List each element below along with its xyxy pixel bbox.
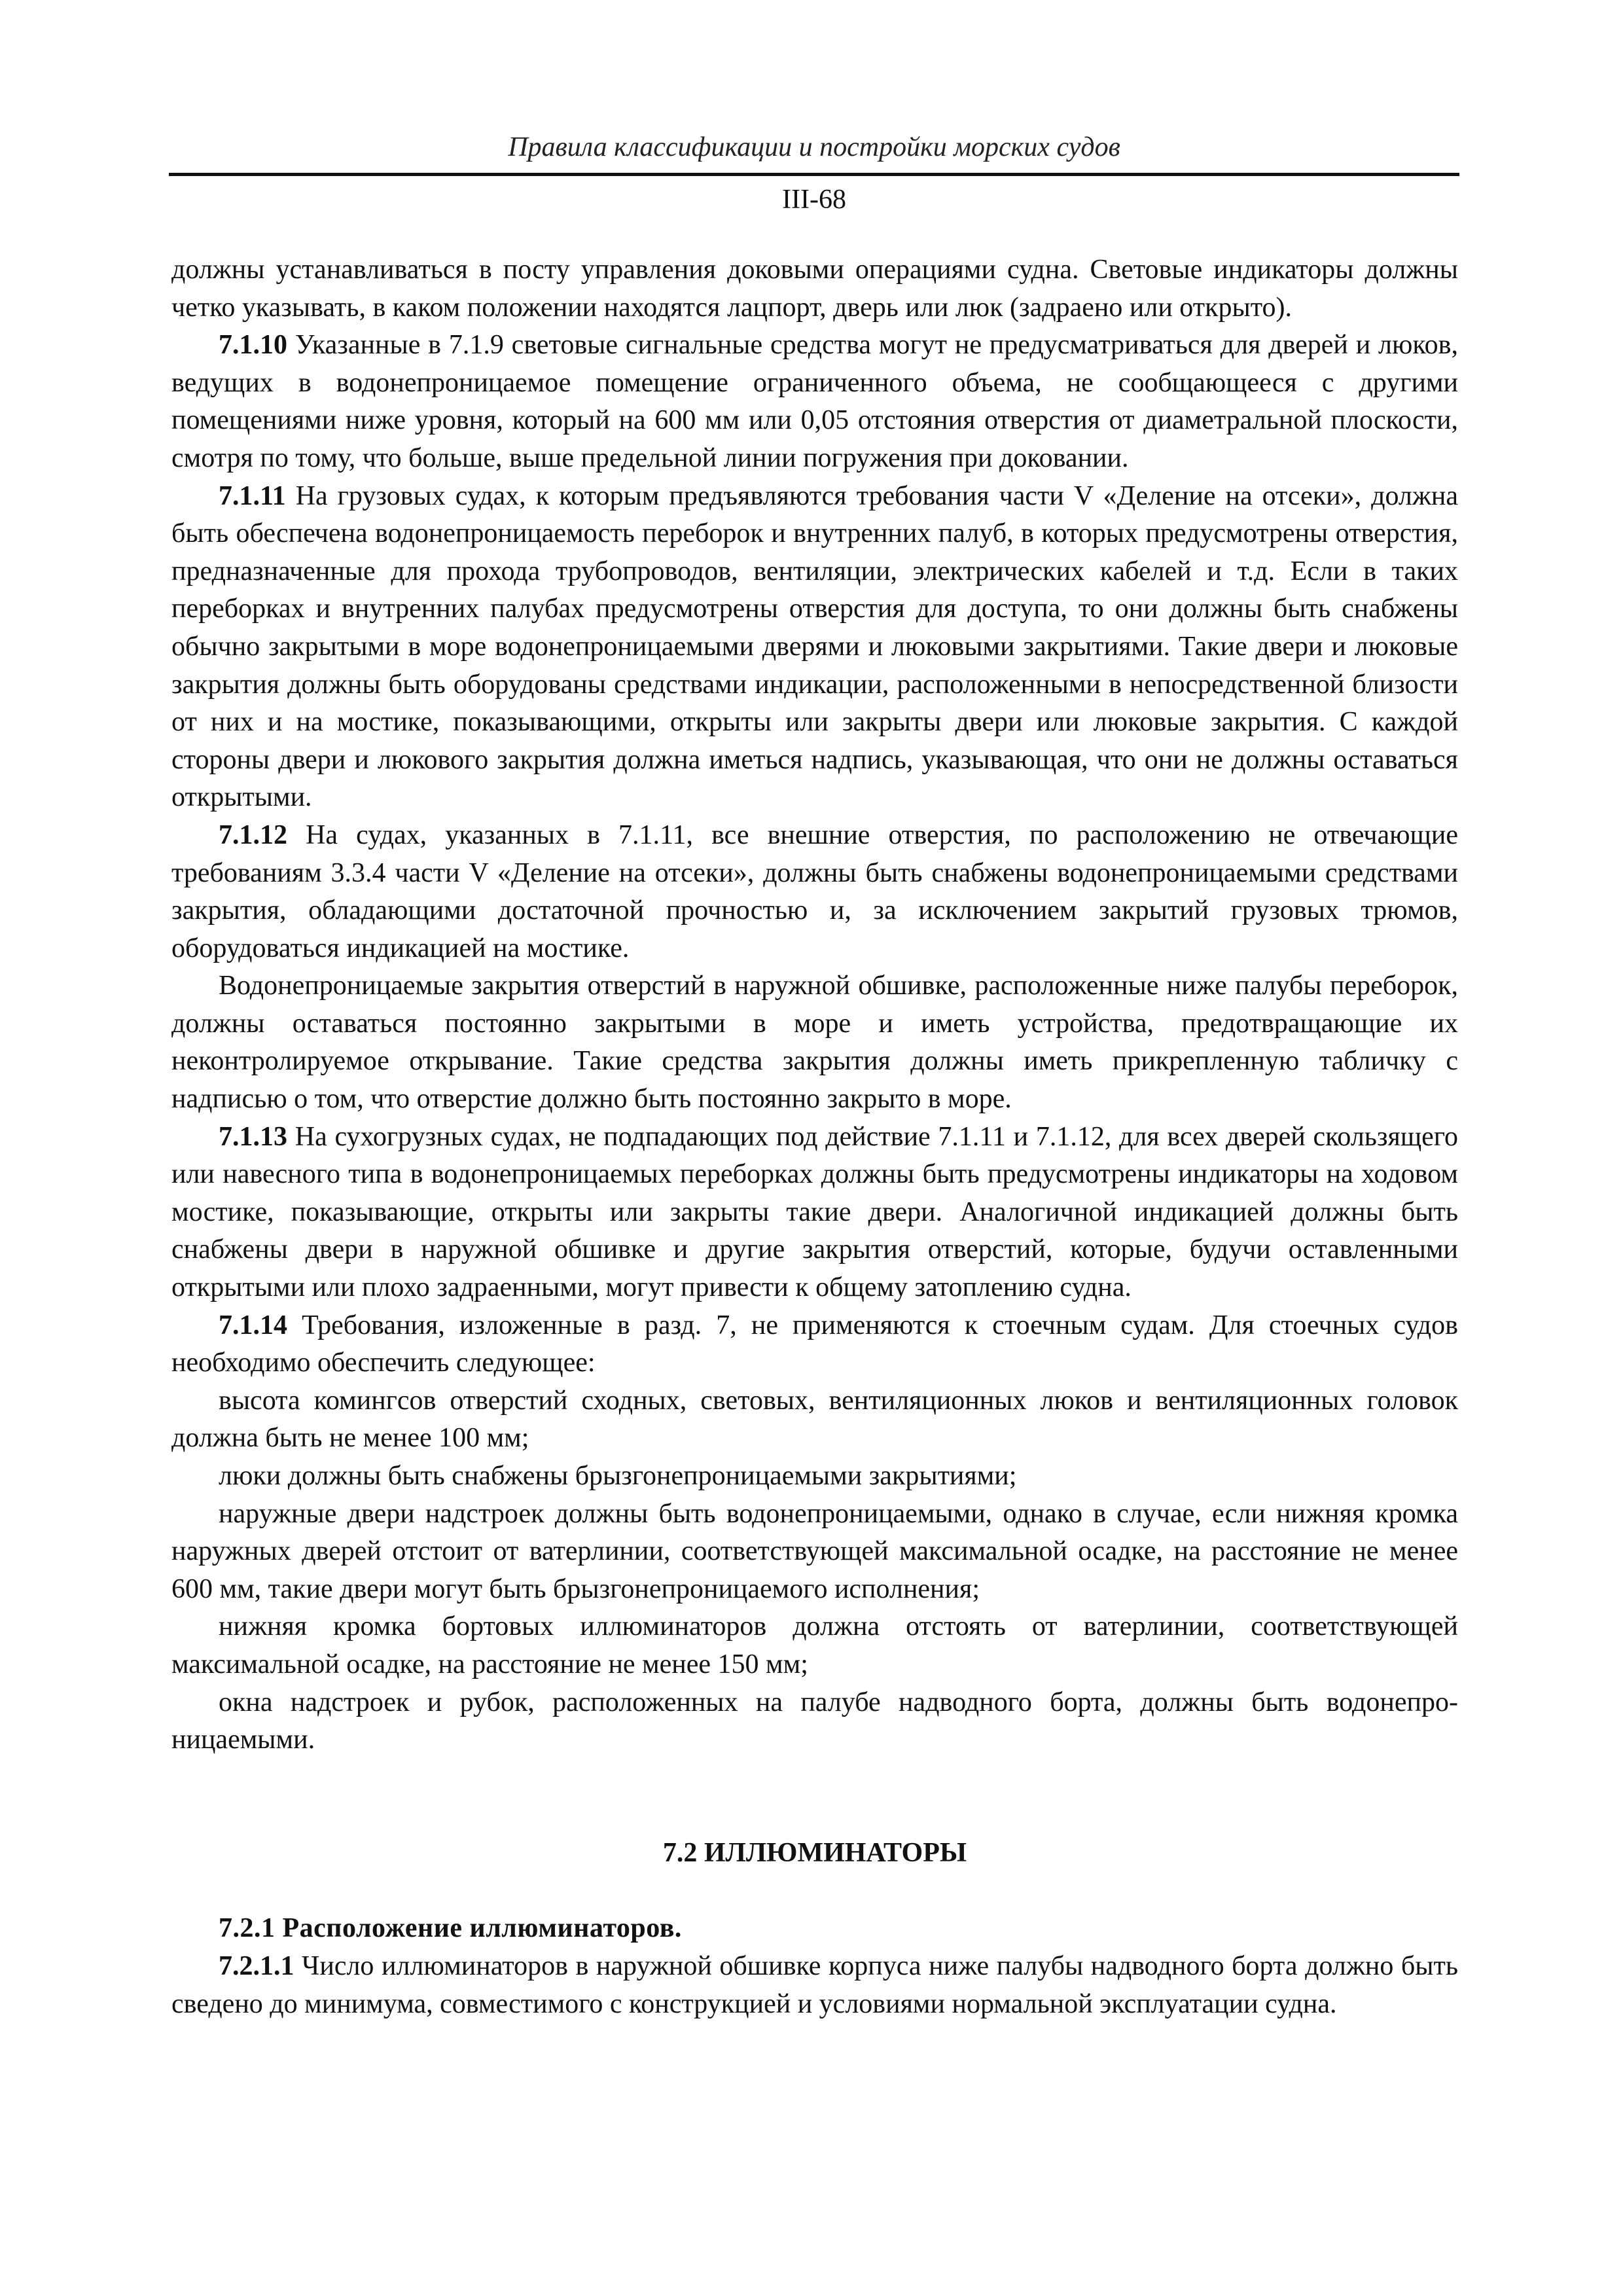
list-item: окна надстроек и рубок, расположенных на палубе надводного борта, должны быть водонепроницаемыми. [171,1687,1458,1755]
clause-text: На судах, указанных в 7.1.11, все внешние отверстия, по расположению не отвечающие требованиям 3.3.4 части V «Деление на отсеки», должны быть снабжены водонепроницаемыми средствами закрытия, обладающими достаточной прочностью и, за исключением закрытий грузовых трюмов, оборудоваться индикацией на мостике. [171,819,1458,963]
list-item: высота комингсов отверстий сходных, световых, вентиляционных люков и вентиляционных головок должна быть не менее 100 мм; [171,1385,1458,1454]
subsection-heading [171,1910,1458,1948]
paragraph-continued: должны устанавливаться в посту управления доковыми операциями судна. Световые индикаторы должны четко указывать, в каком положении находятся лацпорт, дверь или люк (задраено или открыто). [171,255,1458,323]
clause-7-1-10 [171,327,1458,477]
clause-number: 7.1.11 [219,480,286,511]
clause-number: 7.1.10 [219,330,287,361]
clause-7-1-12 [171,817,1458,967]
document-body [171,251,1458,2023]
clause-text: Указанные в 7.1.9 световые сигнальные средства могут не предусматриваться для дверей и люков, ведущих в водонепроницаемое помещение ограниченного объема, не сообщающееся с другими помещениями ниже уровня, который на 600 мм или 0,05 отстояния отверстия от диаметральной плоскости, смотря по тому, что больше, выше предельной линии погружения при доковании. [171,330,1458,473]
section-title: 7.2 ИЛЛЮМИНАТОРЫ [662,1837,967,1868]
clause-text: Требования, изложенные в разд. 7, не применяются к стоечным судам. Для стоечных судов необходимо обеспечить следующее: [171,1310,1458,1378]
list-item: наружные двери надстроек должны быть водонепроницаемыми, однако в случае, если нижняя кромка наружных дверей отстоит от ватерлинии, соответствующей максимальной осадке, на расстояние не менее 600 мм, такие двери могут быть брызгонепроницаемого исполнения; [171,1498,1458,1604]
subsection-title: 7.2.1 Расположение иллюминаторов. [219,1913,682,1944]
clause-number: 7.1.12 [219,819,287,850]
header-rule [169,173,1459,176]
clause-number: 7.1.13 [219,1121,287,1152]
page-number: III-68 [782,185,846,215]
list-item: нижняя кромка бортовых иллюминаторов должна отстоять от ватерлинии, соответствующей максимальной осадке, на расстояние не менее 150 мм; [171,1611,1458,1679]
paragraph: Водонепроницаемые закрытия отверстий в наружной обшивке, расположенные ниже палубы переборок, должны оставаться постоянно закрытыми в море и иметь устройства, предотвращающие их неконтролируемое открывание. Такие средства закрытия должны иметь прикрепленную табличку с надписью о том, что отверстие должно быть постоянно закрыто в море. [171,971,1458,1115]
clause-text: На сухогрузных судах, не подпадающих под действие 7.1.11 и 7.1.12, для всех дверей скользящего или навесного типа в водонепроницаемых переборках должны быть предусмотрены индикаторы на ходовом мостике, показывающие, открыты или закрыты такие двери. Аналогичной индикацией должны быть снабжены двери в наружной обшивке и другие закрытия отверстий, которые, будучи оставленными открытыми или плохо задраенными, могут привести к общему затоплению судна. [171,1121,1458,1303]
clause-text: На грузовых судах, к которым предъявляются требования части V «Деление на отсеки», должна быть обеспечена водонепроницаемость переборок и внутренних палуб, в которых предусмотрены отверстия, предназначенные для прохода трубопроводов, вентиляции, электрических кабелей и т.д. Если в таких переборках и внутренних палубах предусмотрены отверстия для доступа, то они должны быть снабжены обычно закрытыми в море водонепроницаемыми дверями и люковыми закрытиями. Такие двери и люковые закрытия должны быть оборудованы средствами индикации, расположенными в непосредственной близости от них и на мостике, показывающими, открыты или закрыты двери или люковые закрытия. С каждой стороны двери и люкового закрытия должна иметься надпись, указывающая, что они не должны оставаться открытыми. [171,480,1458,813]
clause-number: 7.2.1.1 [219,1950,294,1981]
running-title: Правила классификации и постройки морских судов [508,132,1120,162]
list-item: люки должны быть снабжены брызгонепроницаемыми закрытиями; [219,1461,1017,1491]
clause-7-1-14 [171,1307,1458,1382]
clause-7-2-1-1 [171,1948,1458,2023]
clause-number: 7.1.14 [219,1310,287,1340]
clause-text: Число иллюминаторов в наружной обшивке корпуса ниже палубы надводного борта должно быть сведено до минимума, совместимого с конструкцией и условиями нормальной эксплуатации судна. [171,1950,1458,2019]
clause-7-1-13 [171,1119,1458,1307]
clause-7-1-11 [171,478,1458,817]
